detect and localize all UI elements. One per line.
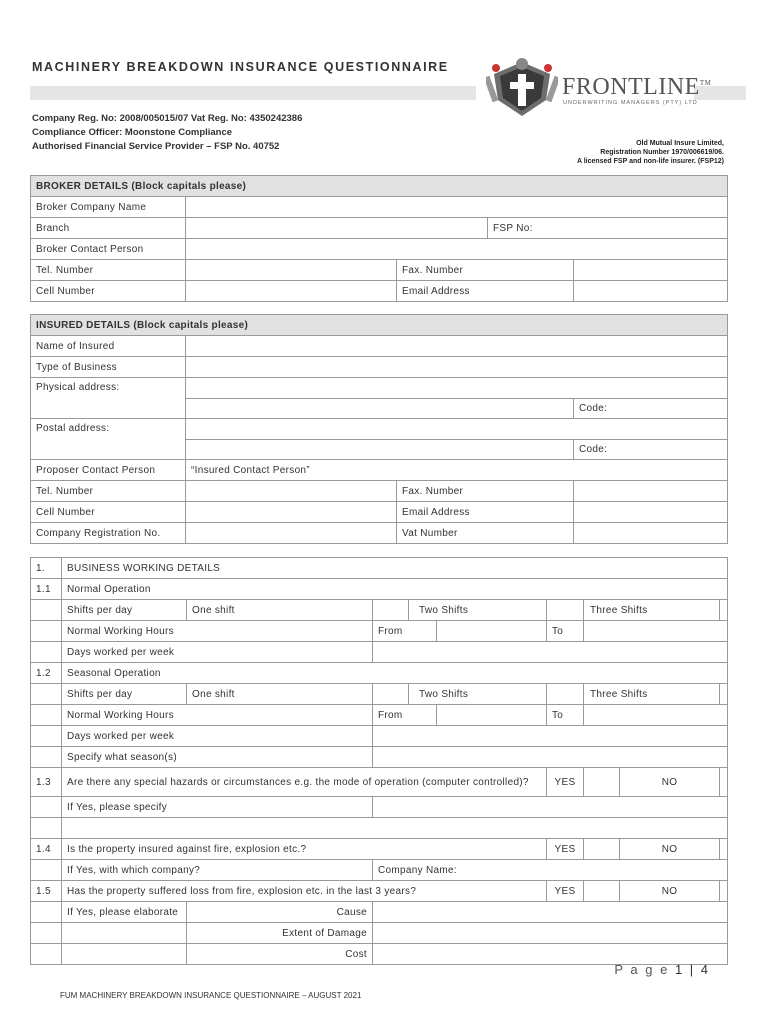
company-info	[32, 112, 302, 154]
insured-tel-field[interactable]	[186, 481, 397, 502]
normal-operation-label: Normal Operation	[62, 579, 728, 600]
seasonal-to-label: To	[547, 705, 584, 726]
insured-cell-field[interactable]	[186, 502, 397, 523]
insurer-reg: Registration Number 1970/006619/06.	[600, 149, 724, 156]
logo-subtitle: UNDERWRITING MANAGERS (PTY) LTD	[563, 100, 698, 106]
seasonal-operation-label: Seasonal Operation	[62, 663, 728, 684]
postal-address-line1[interactable]	[186, 419, 728, 440]
loss-yes-checkbox[interactable]	[584, 881, 620, 902]
seasonal-one-shift-checkbox[interactable]	[373, 684, 409, 705]
seasonal-two-shifts-label: Two Shifts	[409, 684, 547, 705]
document-title: MACHINERY BREAKDOWN INSURANCE QUESTIONNAIRE	[32, 60, 449, 74]
insured-fax-field[interactable]	[574, 481, 728, 502]
two-shifts-label: Two Shifts	[409, 600, 547, 621]
physical-address-label: Physical address:	[31, 378, 186, 419]
loss-yes-label: YES	[547, 881, 584, 902]
insured-cell-label: Cell Number	[31, 502, 186, 523]
postal-address-label: Postal address:	[31, 419, 186, 460]
insurer-info	[577, 139, 724, 166]
page-number: P a g e 1 | 4	[614, 962, 710, 977]
physical-code-field[interactable]: Code:	[574, 398, 728, 419]
specify-seasons-label: Specify what season(s)	[62, 747, 373, 768]
elaborate-label: If Yes, please elaborate	[62, 902, 187, 923]
broker-fax-label: Fax. Number	[397, 260, 574, 281]
insured-details-table	[30, 314, 728, 544]
section-1-3-number: 1.3	[31, 768, 62, 797]
fire-no-checkbox[interactable]	[720, 839, 728, 860]
specify-extra-field[interactable]	[62, 818, 728, 839]
title-underline-bar	[30, 86, 476, 100]
insured-email-label: Email Address	[397, 502, 574, 523]
three-shifts-label: Three Shifts	[584, 600, 720, 621]
seasonal-days-label: Days worked per week	[62, 726, 373, 747]
fire-yes-label: YES	[547, 839, 584, 860]
seasonal-from-field[interactable]	[437, 705, 547, 726]
cost-label: Cost	[187, 944, 373, 965]
insured-tel-label: Tel. Number	[31, 481, 186, 502]
company-reg-line: Company Reg. No: 2008/005015/07 Vat Reg. No: 4350242386	[32, 113, 303, 124]
fire-yes-checkbox[interactable]	[584, 839, 620, 860]
broker-company-field[interactable]	[186, 197, 728, 218]
vat-field[interactable]	[574, 523, 728, 544]
postal-code-field[interactable]: Code:	[574, 439, 728, 460]
insured-name-field[interactable]	[186, 336, 728, 357]
crest-icon	[486, 56, 558, 120]
broker-tel-label: Tel. Number	[31, 260, 186, 281]
company-reg-field[interactable]	[186, 523, 397, 544]
physical-address-line1[interactable]	[186, 378, 728, 399]
normal-hours-label: Normal Working Hours	[62, 621, 373, 642]
logo-wordmark: FRONTLINE™	[562, 74, 712, 100]
broker-email-label: Email Address	[397, 281, 574, 302]
insurer-name: Old Mutual Insure Limited,	[636, 140, 724, 147]
fire-no-label: NO	[620, 839, 720, 860]
seasonal-two-shifts-checkbox[interactable]	[547, 684, 584, 705]
proposer-contact-field[interactable]: “Insured Contact Person”	[186, 460, 728, 481]
hazards-no-label: NO	[620, 768, 720, 797]
business-type-label: Type of Business	[31, 357, 186, 378]
postal-address-line2[interactable]	[186, 439, 574, 460]
section-1-5-number: 1.5	[31, 881, 62, 902]
seasonal-one-shift-label: One shift	[187, 684, 373, 705]
seasonal-hours-label: Normal Working Hours	[62, 705, 373, 726]
specify-seasons-field[interactable]	[373, 747, 728, 768]
section-1-1-number: 1.1	[31, 579, 62, 600]
if-yes-specify-label: If Yes, please specify	[62, 797, 373, 818]
fire-question: Is the property insured against fire, explosion etc.?	[62, 839, 547, 860]
section-1-number: 1.	[31, 558, 62, 579]
broker-fax-field[interactable]	[574, 260, 728, 281]
if-yes-specify-field[interactable]	[373, 797, 728, 818]
insured-fax-label: Fax. Number	[397, 481, 574, 502]
seasonal-days-field[interactable]	[373, 726, 728, 747]
proposer-contact-label: Proposer Contact Person	[31, 460, 186, 481]
normal-to-field[interactable]	[584, 621, 728, 642]
branch-label: Branch	[31, 218, 186, 239]
compliance-officer-line: Compliance Officer: Moonstone Compliance	[32, 127, 233, 138]
broker-contact-field[interactable]	[186, 239, 728, 260]
to-label: To	[547, 621, 584, 642]
cause-field[interactable]	[373, 902, 728, 923]
insured-name-label: Name of Insured	[31, 336, 186, 357]
hazards-yes-checkbox[interactable]	[584, 768, 620, 797]
days-worked-label: Days worked per week	[62, 642, 373, 663]
business-details-table	[30, 557, 728, 965]
broker-tel-field[interactable]	[186, 260, 397, 281]
business-type-field[interactable]	[186, 357, 728, 378]
business-heading: BUSINESS WORKING DETAILS	[62, 558, 728, 579]
broker-company-label: Broker Company Name	[31, 197, 186, 218]
loss-no-checkbox[interactable]	[720, 881, 728, 902]
seasonal-to-field[interactable]	[584, 705, 728, 726]
insured-email-field[interactable]	[574, 502, 728, 523]
loss-question: Has the property suffered loss from fire, explosion etc. in the last 3 years?	[62, 881, 547, 902]
seasonal-three-shifts-label: Three Shifts	[584, 684, 720, 705]
branch-field[interactable]	[186, 218, 488, 239]
seasonal-from-label: From	[373, 705, 437, 726]
broker-cell-field[interactable]	[186, 281, 397, 302]
two-shifts-checkbox[interactable]	[547, 600, 584, 621]
insured-heading: INSURED DETAILS (Block capitals please)	[31, 315, 728, 336]
company-reg-label: Company Registration No.	[31, 523, 186, 544]
shifts-per-day-label: Shifts per day	[62, 600, 187, 621]
three-shifts-checkbox[interactable]	[720, 600, 728, 621]
broker-heading: BROKER DETAILS (Block capitals please)	[31, 176, 728, 197]
broker-details-table	[30, 175, 728, 302]
section-1-4-number: 1.4	[31, 839, 62, 860]
seasonal-shifts-label: Shifts per day	[62, 684, 187, 705]
hazards-no-checkbox[interactable]	[720, 768, 728, 797]
vat-label: Vat Number	[397, 523, 574, 544]
extent-field[interactable]	[373, 923, 728, 944]
section-1-2-number: 1.2	[31, 663, 62, 684]
cause-label: Cause	[187, 902, 373, 923]
from-label: From	[373, 621, 437, 642]
physical-address-line2[interactable]	[186, 398, 574, 419]
fsp-line: Authorised Financial Service Provider – FSP No. 40752	[32, 141, 280, 152]
seasonal-three-shifts-checkbox[interactable]	[720, 684, 728, 705]
hazards-question: Are there any special hazards or circumstances e.g. the mode of operation (computer controlled)?	[62, 768, 547, 797]
one-shift-label: One shift	[187, 600, 373, 621]
company-name-field[interactable]: Company Name:	[373, 860, 728, 881]
footer-text: FUM MACHINERY BREAKDOWN INSURANCE QUESTIONNAIRE – AUGUST 2021	[60, 991, 362, 1000]
broker-cell-label: Cell Number	[31, 281, 186, 302]
broker-contact-label: Broker Contact Person	[31, 239, 186, 260]
broker-email-field[interactable]	[574, 281, 728, 302]
which-company-label: If Yes, with which company?	[62, 860, 373, 881]
normal-from-field[interactable]	[437, 621, 547, 642]
insurer-license: A licensed FSP and non-life insurer. (FSP12)	[576, 158, 724, 165]
loss-no-label: NO	[620, 881, 720, 902]
fsp-no-field[interactable]: FSP No:	[488, 218, 728, 239]
hazards-yes-label: YES	[547, 768, 584, 797]
extent-label: Extent of Damage	[187, 923, 373, 944]
one-shift-checkbox[interactable]	[373, 600, 409, 621]
days-worked-field[interactable]	[373, 642, 728, 663]
